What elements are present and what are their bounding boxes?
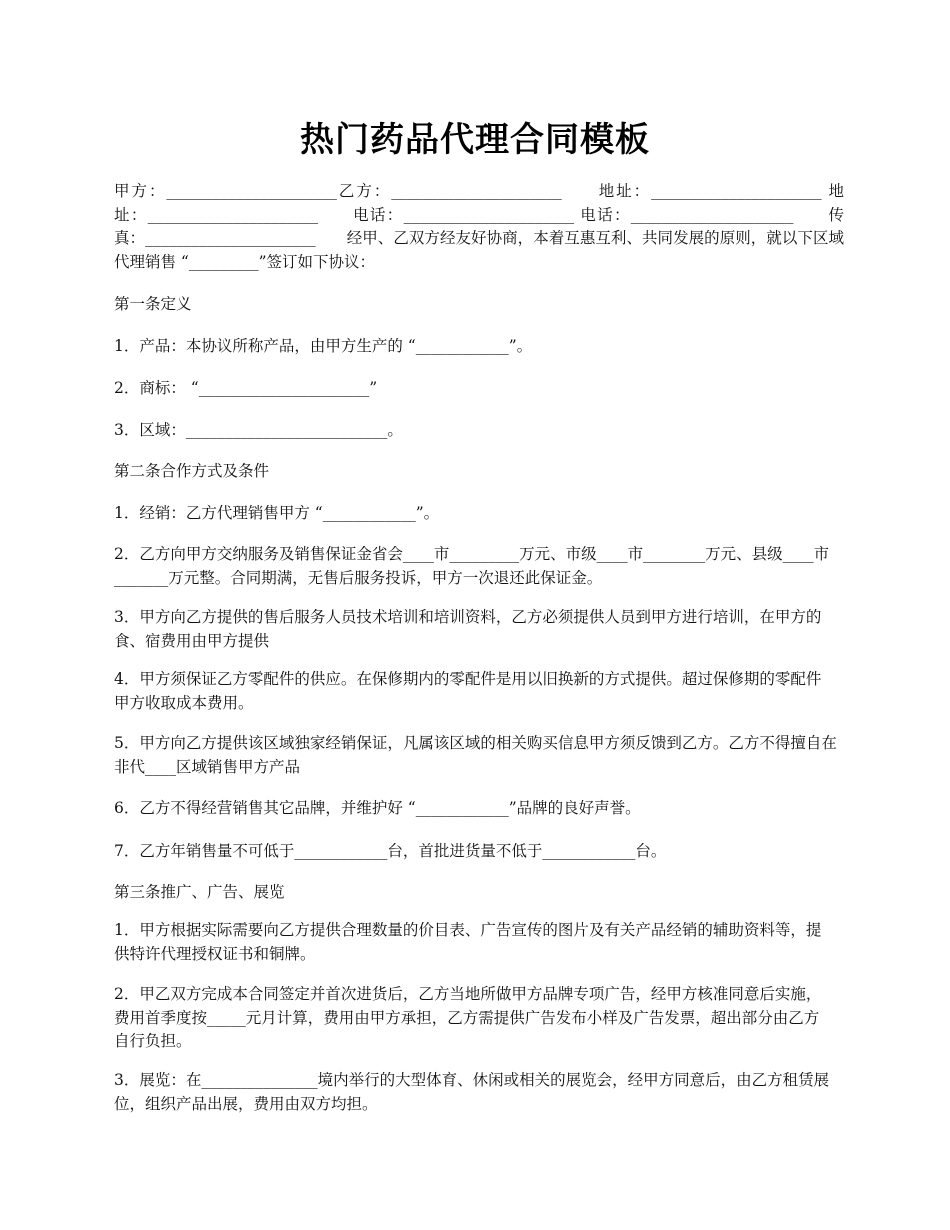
clause-3-3: 3．展览：在_______________境内举行的大型体育、休闲或相关的展览会，经甲方同意后，由乙方租赁展位，组织产品出展，费用由双方均担。 [114,1071,830,1113]
clause-3-2: 2．甲乙双方完成本合同签定并首次进货后，乙方当地所做甲方品牌专项广告，经甲方核准同意后实施，费用首季度按_____元月计算，费用由甲方承担，乙方需提供广告发布小样及广告发票，超出部分由乙方自行负担。 [114,985,822,1050]
document-title: 热门药品代理合同模板 [300,120,650,160]
clause-2-7: 7．乙方年销售量不可低于____________台，首批进货量不低于____________台。 [114,842,667,860]
section-heading-1: 第一条定义 [114,295,192,313]
clause-2-6: 6．乙方不得经营销售其它品牌，并维护好 “____________”品牌的良好声誉。 [114,799,641,817]
clause-1-2: 2．商标： “______________________” [114,379,378,397]
clause-3-1: 1．甲方根据实际需要向乙方提供合理数量的价目表、广告宣传的图片及有关产品经销的辅助资料等，提供特许代理授权证书和铜牌。 [114,921,822,963]
clause-1-1: 1．产品：本协议所称产品，由甲方生产的 “____________”。 [114,337,533,355]
clause-2-1: 1．经销：乙方代理销售甲方 “____________”。 [114,504,440,522]
section-heading-2: 第二条合作方式及条件 [114,462,270,480]
clause-2-2: 2．乙方向甲方交纳服务及销售保证金省会____市_________万元、市级____市________万元、县级____市_______万元整。合同期满，无售后服务投诉，甲方一次退还此保证金。 [114,545,830,587]
clause-2-5: 5．甲方向乙方提供该区域独家经销保证，凡属该区域的相关购买信息甲方须反馈到乙方。乙方不得擅自在非代____区域销售甲方产品 [114,734,837,776]
clause-1-3: 3．区域：__________________________。 [114,421,403,439]
parties-intro-paragraph: 甲方：______________________乙方：______________________ 地址：______________________ 地址：______________________ 电话：______________________ 电话：_____________________ 传真：______________________ 经甲、乙双方经友好协商，本着互惠互利、共同发展的原则，就以下区域代理销售 “_________”签订如下协议： [114,182,844,271]
clause-2-4: 4．甲方须保证乙方零配件的供应。在保修期内的零配件是用以旧换新的方式提供。超过保修期的零配件甲方收取成本费用。 [114,670,822,712]
section-heading-3: 第三条推广、广告、展览 [114,883,285,901]
clause-2-3: 3．甲方向乙方提供的售后服务人员技术培训和培训资料，乙方必须提供人员到甲方进行培训，在甲方的食、宿费用由甲方提供 [114,608,822,650]
